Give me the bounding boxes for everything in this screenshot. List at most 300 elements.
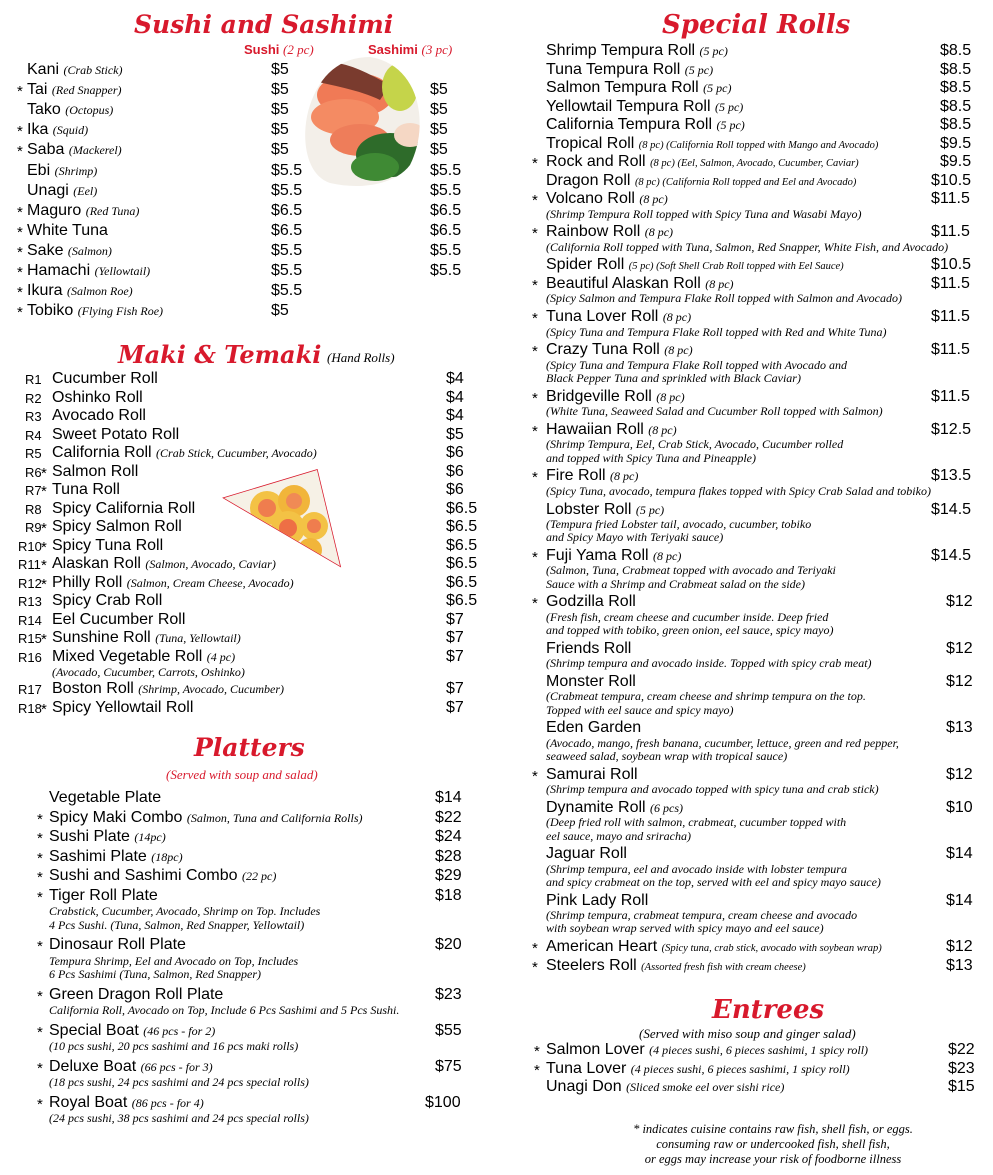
item-price: $6 (446, 462, 464, 480)
menu-item (0, 648, 480, 667)
item-price: $10.5 (931, 256, 972, 274)
menu-item (0, 500, 480, 519)
item-price: $8.5 (940, 42, 972, 59)
item-name (546, 766, 638, 784)
item-subdescription: (White Tuna, Seaweed Salad and Cucumber Roll topped with Salmon) (546, 404, 883, 419)
item-price: $55 (435, 1021, 462, 1039)
item-title: Samurai Roll (546, 765, 638, 783)
raw-indicator: * (532, 940, 538, 958)
item-price: $8.5 (940, 60, 972, 78)
item-name (546, 501, 664, 519)
item-description: (8 pc) (California Roll topped and Eel and Avocado) (634, 176, 857, 188)
item-description: (8 pc) (664, 343, 693, 358)
menu-item (0, 789, 480, 809)
item-subdescription: (Spicy Tuna and Tempura Flake Roll topped with Avocado and (546, 357, 847, 372)
raw-indicator: * (532, 469, 538, 487)
item-description: (8 pc) (662, 310, 692, 325)
menu-item (528, 98, 993, 117)
item-subdescription: seaweed salad, soybean wrap with tropical sauce) (546, 749, 788, 763)
item-name (27, 302, 163, 320)
item-subdescription: (Crabmeat tempura, cream cheese and shrimp tempura on the top. (546, 689, 866, 704)
item-price: $6.5 (446, 592, 478, 609)
item-title: Unagi (27, 181, 69, 199)
item-description: (5 pc) (703, 81, 732, 95)
raw-indicator: * (37, 849, 43, 867)
item-code: R18 (18, 700, 42, 716)
item-title: Tako (27, 101, 61, 119)
item-name (546, 799, 683, 817)
item-name (49, 986, 223, 1004)
item-subdescription: (California Roll topped with Tuna, Salmon, Red Snapper, White Fish, and Avocado) (546, 239, 949, 254)
item-description: (Salmon, Cream Cheese, Avocado) (126, 575, 294, 590)
item-name (52, 407, 146, 425)
item-title: Kani (27, 61, 60, 78)
item-subdescription: (Shrimp tempura and avocado inside. Topped with spicy crab meat) (546, 656, 872, 671)
sashimi-price: $5.5 (430, 241, 462, 259)
item-description: (18pc) (151, 849, 183, 864)
item-code: R12 (18, 575, 42, 591)
item-description: (8 pc) (648, 422, 677, 437)
item-description: (Octopus) (65, 103, 114, 118)
item-price: $6.5 (446, 555, 478, 572)
item-title: Tropical Roll (546, 134, 635, 152)
item-name (27, 242, 112, 260)
item-title: Oshinko Roll (52, 388, 143, 406)
raw-indicator: * (17, 143, 23, 161)
entrees-title: Entrees (712, 995, 825, 1025)
menu-item (528, 116, 993, 135)
menu-item (528, 1041, 993, 1060)
item-name (49, 1094, 204, 1112)
item-subdescription: California Roll, Avocado on Top, Include 6 Pcs Sashimi and 5 Pcs Sushi. (49, 1003, 400, 1017)
menu-item (0, 463, 480, 482)
footnote-line-1: * indicates cuisine contains raw fish, shell fish, or eggs. (633, 1122, 913, 1136)
raw-indicator: * (534, 1043, 540, 1060)
item-price: $11.5 (931, 308, 970, 326)
item-title: Steelers Roll (546, 956, 637, 974)
raw-indicator: * (37, 869, 43, 886)
item-description: (8 pc) (California Roll topped with Mango and Avocado) (638, 139, 879, 151)
raw-indicator: * (41, 557, 47, 574)
item-price: $24 (435, 828, 462, 845)
item-description: (8 pc) (639, 192, 668, 206)
sushi-price: $6.5 (271, 201, 303, 219)
item-description: (46 pcs - for 2) (143, 1023, 216, 1038)
entrees-note: (Served with miso soup and ginger salad) (639, 1026, 856, 1041)
platters-title: Platters (194, 733, 305, 762)
menu-item (0, 592, 480, 611)
item-title: Monster Roll (546, 672, 636, 690)
item-name (52, 592, 162, 610)
item-name (49, 809, 363, 827)
item-title: Dinosaur Roll Plate (49, 936, 186, 953)
item-code: R13 (18, 594, 42, 609)
menu-item (0, 444, 480, 463)
raw-indicator: * (17, 243, 23, 261)
menu-item (0, 202, 480, 222)
raw-indicator: * (41, 631, 47, 648)
item-name (27, 162, 97, 180)
item-name (546, 275, 734, 293)
sashimi-price: $5 (430, 121, 448, 139)
sushi-price: $5 (271, 141, 289, 159)
raw-indicator: * (534, 1061, 540, 1079)
item-title: Tuna Lover Roll (546, 308, 659, 326)
item-price: $11.5 (931, 274, 970, 292)
item-title: Sushi and Sashimi Combo (49, 867, 238, 884)
item-title: Spicy Maki Combo (49, 808, 183, 826)
item-name (52, 648, 235, 666)
item-name (546, 190, 668, 208)
menu-item (0, 222, 480, 242)
menu-item (0, 809, 480, 829)
menu-item (0, 182, 480, 202)
raw-food-footnote (588, 1122, 958, 1167)
item-price: $4 (446, 370, 464, 387)
item-price: $13 (946, 719, 973, 737)
sushi-price: $5.5 (271, 262, 303, 279)
item-price: $13 (946, 956, 973, 974)
item-description: (Assorted fresh fish with cream cheese) (641, 961, 806, 973)
sushi-price: $5 (271, 121, 289, 139)
item-title: Bridgeville Roll (546, 387, 652, 405)
raw-indicator: * (532, 155, 538, 172)
menu-item (0, 481, 480, 500)
item-price: $6.5 (446, 518, 478, 535)
item-name (546, 341, 693, 359)
item-price: $7 (446, 610, 464, 628)
item-name (546, 61, 713, 79)
raw-indicator: * (532, 548, 538, 566)
item-price: $75 (435, 1057, 462, 1075)
menu-item (528, 79, 993, 98)
special-rolls-title: Special Rolls (662, 10, 851, 40)
item-title: Philly Roll (52, 573, 123, 591)
item-title: Avocado Roll (52, 407, 146, 424)
item-subdescription: (Shrimp tempura, eel and avocado inside with lobster tempura (546, 861, 847, 876)
item-description: (8 pc) (656, 389, 685, 404)
item-description: (4 pc) (206, 649, 236, 664)
item-name (49, 789, 161, 807)
item-price: $12 (946, 765, 973, 783)
item-name (546, 467, 638, 485)
item-description: (5 pc) (699, 44, 728, 58)
item-description: (6 pcs) (650, 800, 684, 815)
item-title: Ikura (27, 282, 63, 300)
raw-indicator: * (532, 192, 538, 209)
item-title: Hamachi (27, 262, 91, 279)
item-name (27, 282, 133, 300)
raw-indicator: * (37, 987, 43, 1005)
item-description: (86 pcs - for 4) (131, 1095, 204, 1110)
item-name (27, 202, 139, 220)
menu-item (0, 848, 480, 868)
item-price: $11.5 (931, 341, 970, 359)
raw-indicator: * (41, 538, 47, 556)
item-subdescription: Tempura Shrimp, Eel and Avocado on Top, Includes (49, 953, 299, 968)
menu-item (0, 81, 480, 101)
item-name (546, 42, 728, 60)
item-name (52, 611, 185, 629)
sashimi-price: $5.5 (430, 161, 462, 179)
item-subdescription: Topped with eel sauce and spicy mayo) (546, 702, 734, 717)
menu-item (528, 172, 993, 191)
raw-indicator: * (532, 389, 538, 407)
menu-item (528, 153, 993, 172)
item-name (27, 81, 122, 99)
menu-item (528, 1078, 993, 1097)
item-title: Spicy Salmon Roll (52, 518, 182, 535)
menu-item (0, 282, 480, 302)
raw-indicator: * (37, 938, 43, 955)
item-subdescription: 6 Pcs Sashimi (Tuna, Salmon, Red Snapper) (49, 967, 261, 981)
item-price: $12 (946, 639, 973, 657)
raw-indicator: * (37, 830, 43, 847)
item-price: $12 (946, 672, 973, 690)
menu-item (0, 555, 480, 574)
item-title: Godzilla Roll (546, 593, 636, 611)
item-subdescription: and topped with tobiko, green onion, eel sauce, spicy mayo) (546, 623, 834, 637)
item-code: R16 (18, 649, 42, 665)
raw-indicator: * (17, 304, 23, 322)
menu-item (528, 938, 993, 957)
item-price: $6 (446, 481, 464, 498)
item-price: $12 (946, 593, 973, 611)
item-code: R4 (25, 427, 42, 443)
item-subdescription: (Spicy Tuna and Tempura Flake Roll topped with Red and White Tuna) (546, 324, 887, 339)
item-name (49, 867, 276, 885)
sashimi-column-header: Sashimi (3 pc) (368, 42, 453, 57)
item-name (49, 1022, 215, 1040)
menu-item (0, 302, 480, 322)
item-description: (14pc) (134, 830, 166, 844)
item-description: (Salmon Roe) (67, 284, 133, 299)
item-title: Spicy Tuna Roll (52, 536, 164, 554)
item-subdescription: (Shrimp tempura, crabmeat tempura, cream cheese and avocado (546, 908, 858, 923)
menu-item (0, 537, 480, 556)
item-name (27, 182, 97, 200)
item-subdescription: (Deep fried roll with salmon, crabmeat, cucumber topped with (546, 815, 847, 830)
item-title: Eden Garden (546, 719, 642, 737)
item-name (546, 256, 844, 274)
item-name (52, 370, 158, 388)
menu-item (0, 141, 480, 161)
item-price: $13.5 (931, 467, 972, 485)
item-subdescription: (24 pcs sushi, 38 pcs sashimi and 24 pcs special rolls) (49, 1111, 309, 1125)
raw-indicator: * (37, 810, 43, 828)
raw-indicator: * (532, 310, 538, 328)
sushi-price: $5.5 (271, 241, 303, 259)
item-name (546, 547, 681, 565)
item-price: $4 (446, 388, 464, 406)
item-description: (4 pieces sushi, 6 pieces sashimi, 1 spicy roll) (649, 1043, 869, 1057)
item-description: (8 pc) (610, 469, 639, 484)
item-name (546, 388, 685, 406)
item-title: Dragon Roll (546, 171, 631, 189)
raw-indicator: * (17, 264, 23, 281)
item-price: $20 (435, 936, 462, 953)
item-name (49, 936, 186, 954)
sashimi-price: $5 (430, 141, 448, 159)
item-name (52, 389, 143, 407)
item-title: Unagi Don (546, 1078, 622, 1095)
item-title: Spicy Yellowtail Roll (52, 698, 194, 716)
raw-indicator: * (17, 83, 23, 101)
item-name (546, 421, 677, 439)
item-code: R15 (18, 631, 42, 646)
item-title: Maguro (27, 201, 82, 219)
item-code: R2 (25, 390, 42, 406)
item-description: (Salmon) (67, 243, 112, 258)
item-price: $11.5 (931, 223, 970, 241)
item-description: (8 pc) (705, 276, 734, 291)
item-title: Sashimi Plate (49, 847, 147, 865)
item-title: Fuji Yama Roll (546, 546, 649, 564)
item-name (546, 593, 636, 611)
menu-item (528, 61, 993, 80)
item-title: Sushi Plate (49, 828, 130, 845)
item-code: R1 (25, 372, 42, 387)
item-price: $23 (948, 1059, 975, 1077)
item-title: Royal Boat (49, 1093, 128, 1111)
menu-item (528, 42, 993, 61)
item-price: $7 (446, 698, 464, 716)
item-description: (22 pc) (242, 869, 277, 883)
menu-item (0, 699, 480, 718)
menu-item (528, 957, 993, 976)
item-code: R10 (18, 538, 42, 554)
item-name (49, 1058, 213, 1076)
item-price: $11.5 (931, 387, 970, 405)
menu-item (0, 426, 480, 445)
item-name (49, 828, 166, 846)
item-subdescription: and Spicy Mayo with Teriyaki sauce) (546, 530, 724, 545)
raw-indicator: * (532, 343, 538, 361)
item-name (52, 463, 138, 481)
item-subdescription: (Spicy Salmon and Tempura Flake Roll topped with Salmon and Avocado) (546, 291, 902, 306)
item-price: $10 (946, 798, 973, 816)
item-name (546, 673, 636, 691)
item-name (546, 957, 806, 975)
item-name (546, 938, 882, 956)
item-name (52, 444, 317, 462)
item-description: (Crab Stick) (63, 63, 123, 77)
item-description: (66 pcs - for 3) (140, 1059, 213, 1074)
sushi-price: $5 (271, 81, 289, 99)
item-price: $8.5 (940, 79, 972, 96)
raw-indicator: * (41, 464, 47, 482)
sushi-column-header: Sushi (2 pc) (244, 42, 314, 57)
menu-item (0, 407, 480, 426)
item-code: R8 (25, 501, 42, 517)
item-title: Rainbow Roll (546, 223, 641, 241)
menu-item (0, 370, 480, 389)
item-title: Tuna Roll (52, 481, 120, 498)
item-title: Tuna Tempura Roll (546, 60, 681, 78)
menu-item (0, 574, 480, 593)
footnote-line-3: or eggs may increase your risk of foodborne illness (644, 1152, 902, 1166)
raw-indicator: * (532, 276, 538, 294)
item-title: Deluxe Boat (49, 1057, 137, 1075)
item-price: $28 (435, 847, 462, 865)
item-subdescription: Crabstick, Cucumber, Avocado, Shrimp on Top. Includes (49, 904, 321, 918)
item-title: White Tuna (27, 221, 108, 239)
item-price: $15 (948, 1078, 975, 1095)
item-price: $18 (435, 886, 462, 904)
item-title: Sake (27, 241, 64, 259)
item-title: Volcano Roll (546, 190, 635, 207)
sushi-price: $5 (271, 61, 289, 78)
item-price: $11.5 (931, 190, 970, 207)
item-title: Salmon Tempura Roll (546, 79, 699, 96)
item-name (27, 121, 88, 139)
sushi-price: $5.5 (271, 181, 303, 199)
item-title: Vegetable Plate (49, 789, 162, 806)
item-name (27, 101, 113, 119)
item-title: Friends Roll (546, 639, 632, 657)
item-title: Salmon Roll (52, 462, 139, 480)
item-price: $6 (446, 444, 464, 461)
item-title: Beautiful Alaskan Roll (546, 274, 701, 292)
sashimi-price: $5 (430, 81, 448, 99)
item-title: American Heart (546, 938, 658, 956)
item-subdescription: (Tempura fried Lobster tail, avocado, cucumber, tobiko (546, 517, 812, 531)
item-price: $7 (446, 629, 464, 646)
item-title: Mixed Vegetable Roll (52, 647, 203, 665)
item-title: Fire Roll (546, 467, 606, 485)
item-title: Yellowtail Tempura Roll (546, 97, 711, 115)
menu-item (0, 867, 480, 887)
item-name (546, 116, 745, 134)
raw-indicator: * (17, 223, 23, 241)
item-title: Boston Roll (52, 680, 134, 697)
item-code: R7 (25, 483, 42, 498)
item-code: R14 (18, 612, 42, 628)
item-subdescription: and spicy crabmeat on the top, served with eel and spicy mayo sauce) (546, 875, 881, 889)
item-title: Tai (27, 81, 48, 99)
sashimi-price: $5.5 (430, 262, 462, 279)
raw-indicator: * (37, 1095, 43, 1113)
item-title: Rock and Roll (546, 153, 646, 170)
raw-indicator: * (41, 700, 47, 718)
maki-temaki-subtitle: (Hand Rolls) (327, 350, 395, 365)
platters-note: (Served with soup and salad) (166, 767, 318, 782)
item-price: $12 (946, 938, 973, 956)
sushi-price: $5.5 (271, 161, 303, 179)
item-description: (5 pc) (635, 502, 665, 517)
menu-item (0, 262, 480, 282)
sashimi-price: $6.5 (430, 221, 462, 239)
item-title: Special Boat (49, 1021, 139, 1039)
menu-item (0, 828, 480, 848)
item-description: (Tuna, Yellowtail) (155, 631, 241, 645)
raw-indicator: * (532, 225, 538, 243)
item-name (52, 629, 241, 647)
raw-indicator: * (532, 958, 538, 976)
item-price: $7 (446, 680, 464, 697)
item-name (546, 308, 691, 326)
item-code: R5 (25, 446, 42, 461)
item-title: Ebi (27, 161, 51, 179)
item-description: (4 pieces sushi, 6 pieces sashimi, 1 spicy roll) (630, 1061, 850, 1076)
item-price: $9.5 (940, 134, 972, 152)
item-price: $8.5 (940, 116, 972, 133)
item-subdescription: Sauce with a Shrimp and Crabmeat salad on the side) (546, 576, 805, 591)
item-name (546, 719, 641, 737)
menu-item (0, 242, 480, 262)
raw-indicator: * (17, 123, 23, 141)
raw-indicator: * (41, 575, 47, 593)
